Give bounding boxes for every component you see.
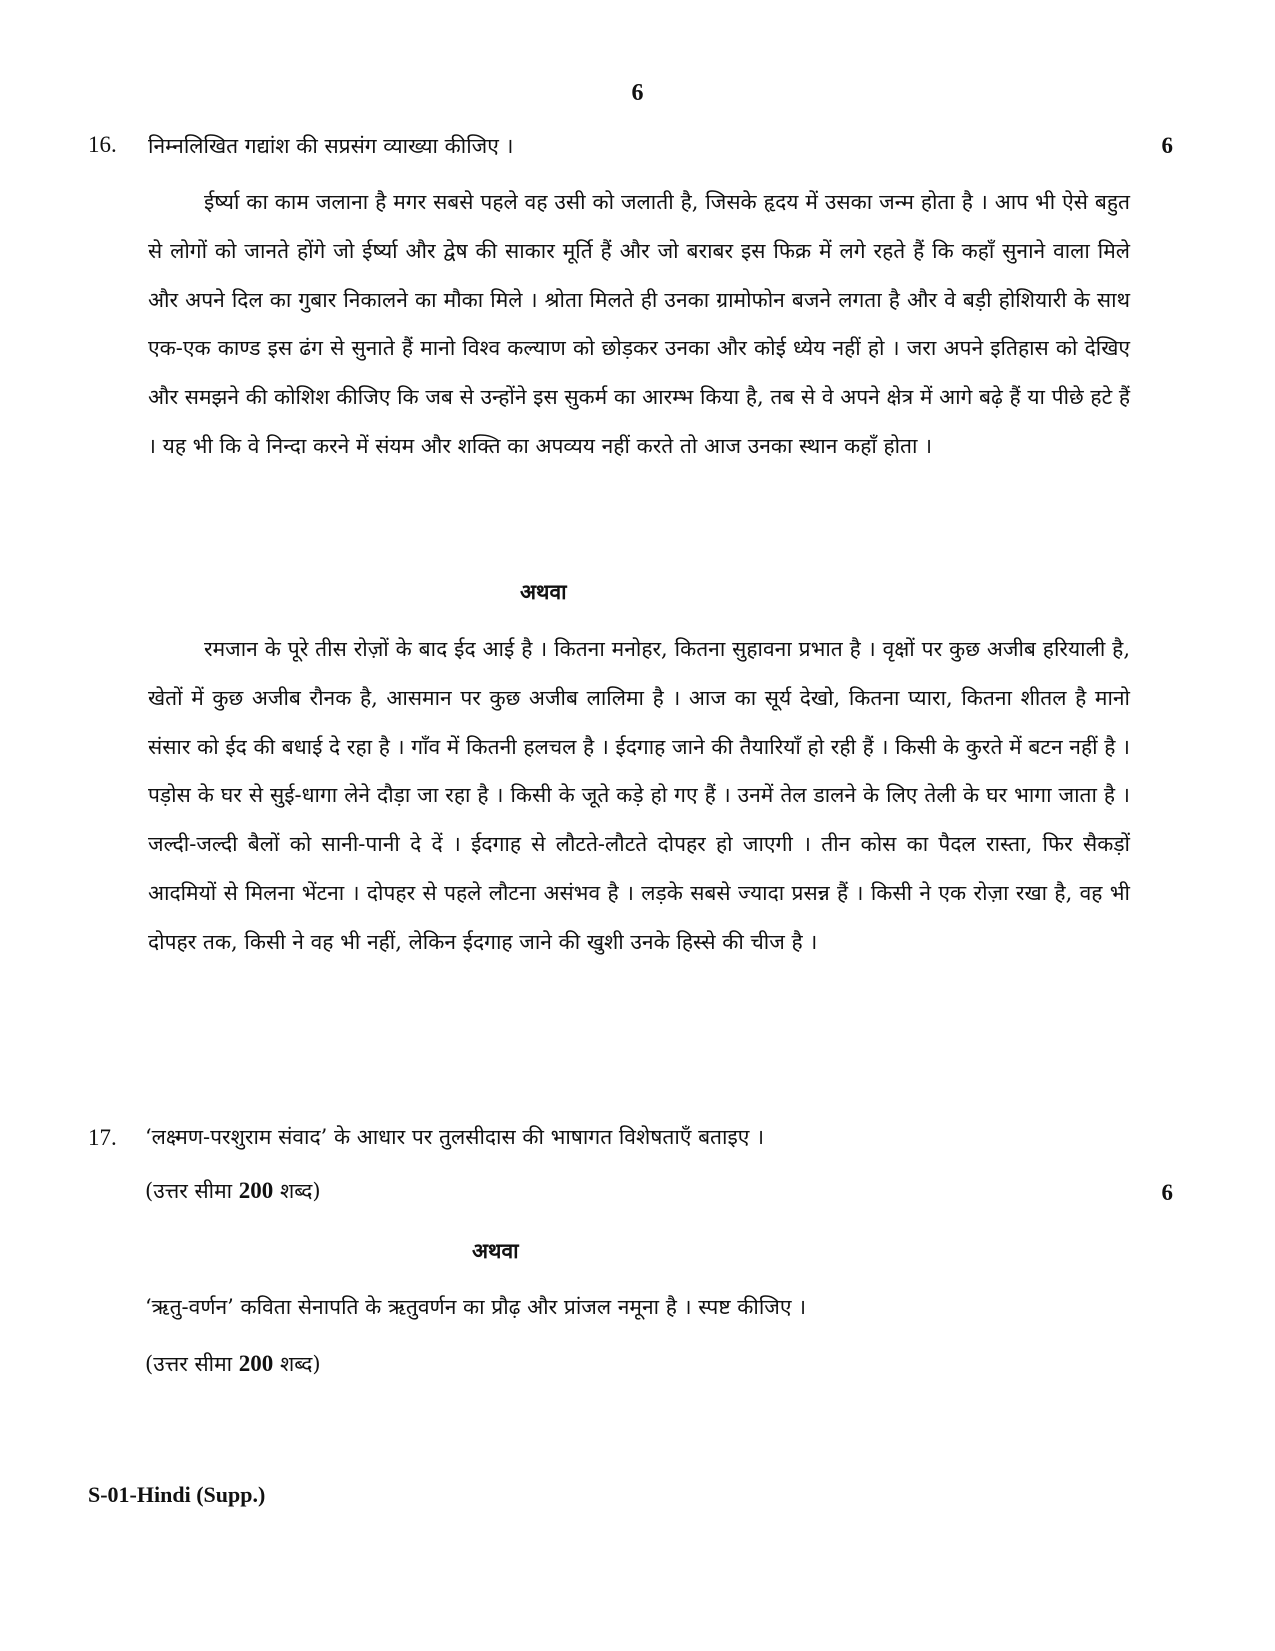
question-17-alternative: ‘ऋतु-वर्णन’ कविता सेनापति के ऋतुवर्णन का प्रौढ़ और प्रांजल नमूना है । स्पष्ट कीजिए । [145,1295,807,1319]
or-heading-16: अथवा [520,579,567,604]
word-limit-prefix: (उत्तर सीमा [145,1179,233,1203]
question-17-marks: 6 [1161,1180,1173,1205]
or-heading-17: अथवा [472,1238,519,1263]
paper-code-footer: S-01-Hindi (Supp.) [88,1482,266,1507]
word-limit-prefix: (उत्तर सीमा [145,1352,233,1376]
question-17-number: 17. [88,1125,117,1150]
word-limit-value: 200 [238,1178,274,1203]
word-limit-a [145,1177,321,1205]
passage-eid: रमजान के पूरे तीस रोज़ों के बाद ईद आई है । कितना मनोहर, कितना सुहावना प्रभात है । वृक्षों पर कुछ अजीब हरियाली है, खेतों में कुछ अजीब रौनक है, आसमान पर कुछ अजीब लालिमा है । आज का सूर्य देखो, कितना प्यारा, कितना शीतल है मानो संसार को ईद की बधाई दे रहा है । गाँव में कितनी हलचल है । ईदगाह जाने की तैयारियाँ हो रही हैं । किसी के कुरते में बटन नहीं है । पड़ोस के घर से सुई-धागा लेने दौड़ा जा रहा है । किसी के जूते कड़े हो गए हैं । उनमें तेल डालने के लिए तेली के घर भागा जाता है । जल्दी-जल्दी बैलों को सानी-पानी दे दें । ईदगाह से लौटते-लौटते दोपहर हो जाएगी । तीन कोस का पैदल रास्ता, फिर सैकड़ों आदमियों से मिलना भेंटना । दोपहर से पहले लौटना असंभव है । लड़के सबसे ज्यादा प्रसन्न हैं । किसी ने एक रोज़ा रखा है, वह भी दोपहर तक, किसी ने वह भी नहीं, लेकिन ईदगाह जाने की खुशी उनके हिस्से की चीज है । [148,637,1130,954]
question-16-marks: 6 [1161,133,1173,158]
word-limit-value: 200 [238,1351,274,1376]
question-16-number: 16. [88,132,117,157]
word-limit-b [145,1350,321,1378]
word-limit-suffix: शब्द) [279,1179,321,1203]
question-17-text: ‘लक्ष्मण-परशुराम संवाद’ के आधार पर तुलसीदास की भाषागत विशेषताएँ बताइए । [145,1125,765,1149]
word-limit-suffix: शब्द) [279,1352,321,1376]
page-number: 6 [631,80,644,106]
passage-envy: ईर्ष्या का काम जलाना है मगर सबसे पहले वह उसी को जलाती है, जिसके हृदय में उसका जन्म होता है । आप भी ऐसे बहुत से लोगों को जानते होंगे जो ईर्ष्या और द्वेष की साकार मूर्ति हैं और जो बराबर इस फिक्र में लगे रहते हैं कि कहाँ सुनाने वाला मिले और अपने दिल का गुबार निकालने का मौका मिले । श्रोता मिलते ही उनका ग्रामोफोन बजने लगता है और वे बड़ी होशियारी के साथ एक-एक काण्ड इस ढंग से सुनाते हैं मानो विश्व कल्याण को छोड़कर उनका और कोई ध्येय नहीं हो । जरा अपने इतिहास को देखिए और समझने की कोशिश कीजिए कि जब से उन्होंने इस सुकर्म का आरम्भ किया है, तब से वे अपने क्षेत्र में आगे बढ़े हैं या पीछे हटे हैं । यह भी कि वे निन्दा करने में संयम और शक्ति का अपव्यय नहीं करते तो आज उनका स्थान कहाँ होता । [148,190,1130,458]
question-16-instruction: निम्नलिखित गद्यांश की सप्रसंग व्याख्या कीजिए । [148,134,514,158]
